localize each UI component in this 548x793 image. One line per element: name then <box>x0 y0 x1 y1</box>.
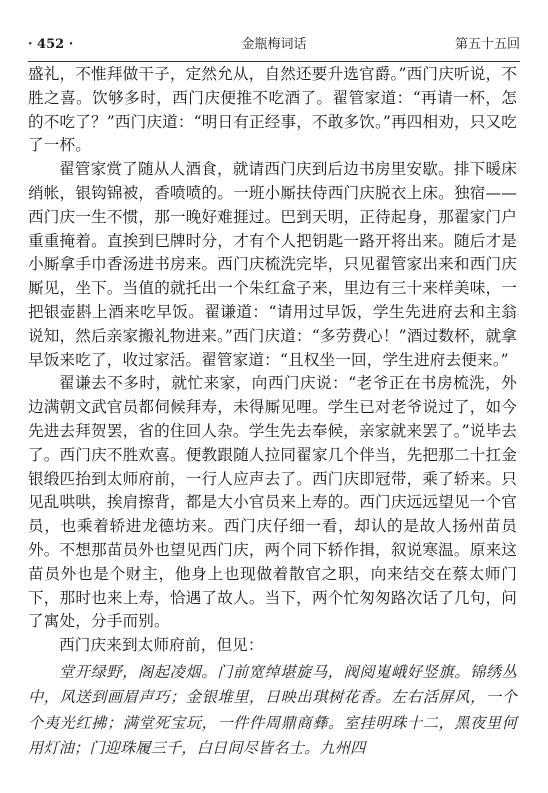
body-text <box>28 63 517 762</box>
verse-passage: 堂开绿野，阁起凌烟。门前宽绰堪旋马，阀阅嵬峨好竖旗。锦绣丛中，风送到画眉声巧；金银堆里，日映出琪树花香。左右活屏风，一个个夷光红拂；满堂死宝玩，一件件周鼎商彝。室挂明珠十二，黑夜里何用灯油；门迎珠履三千，白日间尽皆名士。九州四 <box>28 662 517 758</box>
page-number: · 452 · <box>28 37 74 52</box>
book-title: 金瓶梅词话 <box>241 37 307 52</box>
paragraph: 盛礼，不惟拜做干子，定然允从，自然还要升选官爵。”西门庆听说，不胜之喜。饮够多时，西门庆便推不吃酒了。翟管家道：“再请一杯，怎的不吃了？”西门庆道：“明日有正经事，不敢多饮。”再四相劝，只又吃了一杯。 <box>28 65 517 155</box>
paragraph: 西门庆来到太师府前，但见： <box>59 636 264 655</box>
paragraph: 翟管家赏了随从人酒食，就请西门庆到后边书房里安歇。排下暖床绡帐，银钩锦被，香喷喷的。一班小厮扶侍西门庆脱衣上床。独宿——西门庆一生不惯，那一晚好难捱过。巴到天明，正待起身，那翟家门户重重掩着。直挨到巳牌时分，才有个人把钥匙一路开将出来。随后才是小厮拿手巾香汤进书房来。西门庆梳洗完毕，只见翟管家出来和西门庆厮见，坐下。当值的就托出一个朱红盒子来，里边有三十来样美味，一把银壶斟上酒来吃早饭。翟谦道：“请用过早饭，学生先进府去和主翁说知，然后亲家搬礼物进来。”西门庆道：“多劳费心！”酒过数杯，就拿早饭来吃了，收过家活。翟管家道：“且权坐一回，学生进府去便来。” <box>28 160 517 369</box>
page-header <box>28 34 520 56</box>
chapter-title: 第五十五回 <box>454 37 520 52</box>
paragraph: 翟谦去不多时，就忙来家，向西门庆说：“老爷正在书房梳洗，外边满朝文武官员都伺候拜寿，未得厮见哩。学生已对老爷说过了，如今先进去拜贺罢，省的住回人杂。学生先去奉候，亲家就来罢了。”说毕去了。西门庆不胜欢喜。便教跟随人拉同翟家几个伴当，先把那二十扛金银缎匹抬到太师府前，一行人应声去了。西门庆即冠带，乘了轿来。只见乱哄哄，挨肩擦背，都是大小官员来上寿的。西门庆远远望见一个官员，也乘着轿进龙德坊来。西门庆仔细一看，却认的是故人扬州苗员外。不想那苗员外也望见西门庆，两个同下轿作揖，叙说寒温。原来这苗员外也是个财主，他身上也现做着散官之职，向来结交在蔡太师门下，那时也来上寿，恰遇了故人。当下，两个忙匆匆路次话了几句，问了寓处，分手而别。 <box>28 374 517 631</box>
header-rule <box>28 61 520 62</box>
